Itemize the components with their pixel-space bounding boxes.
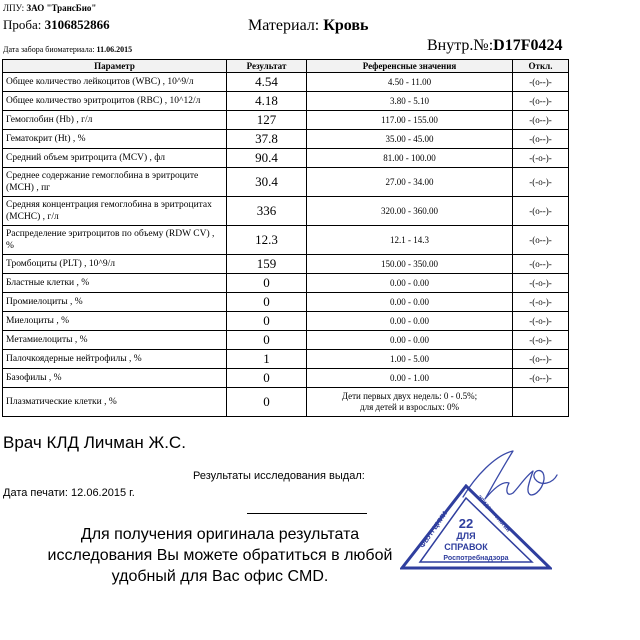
probe-value: 3106852866 xyxy=(44,17,110,32)
print-date-line xyxy=(3,487,135,499)
reference-cell: 117.00 - 155.00 xyxy=(307,111,513,130)
doctor-name: Врач КЛД Личман Ж.С. xyxy=(3,433,186,452)
info-line: Для получения оригинала результата xyxy=(80,526,360,543)
param-cell: Бластные клетки , % xyxy=(3,274,227,293)
result-cell: 0 xyxy=(227,293,307,312)
deviation-cell: -(o--)- xyxy=(513,255,569,274)
table-row xyxy=(3,130,569,149)
table-row xyxy=(3,388,569,417)
result-cell: 90.4 xyxy=(227,149,307,168)
result-cell: 0 xyxy=(227,369,307,388)
results-issued-label: Результаты исследования выдал: xyxy=(193,470,365,482)
deviation-cell: -(o--)- xyxy=(513,197,569,226)
deviation-cell: -(o--)- xyxy=(513,369,569,388)
stamp-number: 22 xyxy=(458,516,474,531)
param-cell: Промиелоциты , % xyxy=(3,293,227,312)
laboratory-stamp xyxy=(400,484,552,574)
result-cell: 12.3 xyxy=(227,226,307,255)
result-cell: 159 xyxy=(227,255,307,274)
param-cell: Плазматические клетки , % xyxy=(3,388,227,417)
stamp-word-2: СПРАВОК xyxy=(444,542,488,552)
signature-line xyxy=(247,513,367,514)
result-cell: 4.54 xyxy=(227,73,307,92)
info-text xyxy=(40,524,400,587)
result-cell: 336 xyxy=(227,197,307,226)
param-cell: Средний объем эритроцита (MCV) , фл xyxy=(3,149,227,168)
stamp-left-text: ФБУН ЦНИИ xyxy=(419,510,449,550)
table-row xyxy=(3,293,569,312)
table-row xyxy=(3,149,569,168)
param-cell: Общее количество лейкоцитов (WBC) , 10^9/л xyxy=(3,73,227,92)
deviation-cell: -(-o-)- xyxy=(513,312,569,331)
reference-cell xyxy=(307,388,513,417)
column-header-reference: Референсные значения xyxy=(307,60,513,73)
lpu-label: ЛПУ: xyxy=(3,3,25,13)
deviation-cell: -(-o-)- xyxy=(513,293,569,312)
param-cell: Тромбоциты (PLT) , 10^9/л xyxy=(3,255,227,274)
param-cell: Общее количество эритроцитов (RBC) , 10^12/л xyxy=(3,92,227,111)
table-row xyxy=(3,226,569,255)
param-cell: Гематокрит (Ht) , % xyxy=(3,130,227,149)
reference-cell: 81.00 - 100.00 xyxy=(307,149,513,168)
result-cell: 1 xyxy=(227,350,307,369)
param-cell: Средняя концентрация гемоглобина в эритроцитах (MCHC) , г/л xyxy=(3,197,227,226)
table-row xyxy=(3,168,569,197)
param-cell: Метамиелоциты , % xyxy=(3,331,227,350)
stamp-right-text: эпидемиологии xyxy=(476,494,511,534)
deviation-cell: -(-o-)- xyxy=(513,149,569,168)
results-table xyxy=(2,59,569,417)
internal-number-line xyxy=(427,37,562,55)
reference-cell: 4.50 - 11.00 xyxy=(307,73,513,92)
deviation-cell: -(-o-)- xyxy=(513,331,569,350)
table-row xyxy=(3,197,569,226)
param-cell: Базофилы , % xyxy=(3,369,227,388)
reference-line: Дети первых двух недель: 0 - 0.5%; xyxy=(341,391,478,401)
reference-cell: 35.00 - 45.00 xyxy=(307,130,513,149)
collect-date-label: Дата забора биоматериала: xyxy=(3,45,95,54)
column-header-deviation: Откл. xyxy=(513,60,569,73)
stamp-word-1: ДЛЯ xyxy=(456,531,476,541)
reference-cell: 0.00 - 1.00 xyxy=(307,369,513,388)
table-row xyxy=(3,350,569,369)
param-cell: Палочкоядерные нейтрофилы , % xyxy=(3,350,227,369)
probe-line xyxy=(3,17,110,33)
reference-cell: 0.00 - 0.00 xyxy=(307,274,513,293)
material-label: Материал: xyxy=(248,17,320,34)
reference-cell: 150.00 - 350.00 xyxy=(307,255,513,274)
deviation-cell: -(o--)- xyxy=(513,130,569,149)
deviation-cell: -(o--)- xyxy=(513,226,569,255)
internal-number-value: D17F0424 xyxy=(493,37,563,54)
probe-label: Проба: xyxy=(3,17,42,32)
reference-cell: 1.00 - 5.00 xyxy=(307,350,513,369)
deviation-cell: -(-o-)- xyxy=(513,274,569,293)
reference-cell: 320.00 - 360.00 xyxy=(307,197,513,226)
table-row xyxy=(3,274,569,293)
table-header-row xyxy=(3,60,569,73)
column-header-result: Результат xyxy=(227,60,307,73)
deviation-cell: -(-o-)- xyxy=(513,168,569,197)
result-cell: 30.4 xyxy=(227,168,307,197)
table-row xyxy=(3,369,569,388)
result-cell: 0 xyxy=(227,331,307,350)
info-line: удобный для Вас офис CMD. xyxy=(111,568,329,585)
table-row xyxy=(3,111,569,130)
collect-date-line xyxy=(3,45,132,54)
table-row xyxy=(3,73,569,92)
deviation-cell: -(o--)- xyxy=(513,92,569,111)
material-value: Кровь xyxy=(323,17,369,34)
reference-cell: 12.1 - 14.3 xyxy=(307,226,513,255)
material-line xyxy=(248,17,368,35)
internal-number-label: Внутр.№: xyxy=(427,37,494,54)
result-cell: 4.18 xyxy=(227,92,307,111)
param-cell: Миелоциты , % xyxy=(3,312,227,331)
param-cell: Гемоглобин (Hb) , г/л xyxy=(3,111,227,130)
deviation-cell: -(o--)- xyxy=(513,111,569,130)
lpu-value: ЗАО "ТрансБио" xyxy=(26,3,97,13)
table-row xyxy=(3,312,569,331)
print-date-label: Дата печати: xyxy=(3,487,68,499)
result-cell: 127 xyxy=(227,111,307,130)
result-cell: 0 xyxy=(227,274,307,293)
result-cell: 0 xyxy=(227,388,307,417)
param-cell: Распределение эритроцитов по объему (RDW CV) , % xyxy=(3,226,227,255)
print-date-value: 12.06.2015 г. xyxy=(71,487,135,499)
lpu-line xyxy=(3,3,96,13)
reference-cell: 0.00 - 0.00 xyxy=(307,331,513,350)
reference-cell: 0.00 - 0.00 xyxy=(307,312,513,331)
stamp-bottom-text: Роспотребнадзора xyxy=(443,555,509,562)
table-row xyxy=(3,92,569,111)
reference-line: для детей и взрослых: 0% xyxy=(360,402,459,412)
column-header-param: Параметр xyxy=(3,60,227,73)
reference-cell: 3.80 - 5.10 xyxy=(307,92,513,111)
collect-date-value: 11.06.2015 xyxy=(96,45,133,54)
info-line: исследования Вы можете обратиться в любой xyxy=(47,547,393,564)
result-cell: 37.8 xyxy=(227,130,307,149)
param-cell: Среднее содержание гемоглобина в эритроците (MCH) , пг xyxy=(3,168,227,197)
deviation-cell xyxy=(513,388,569,417)
deviation-cell: -(o--)- xyxy=(513,350,569,369)
table-row xyxy=(3,331,569,350)
result-cell: 0 xyxy=(227,312,307,331)
reference-cell: 0.00 - 0.00 xyxy=(307,293,513,312)
table-row xyxy=(3,255,569,274)
deviation-cell: -(o--)- xyxy=(513,73,569,92)
reference-cell: 27.00 - 34.00 xyxy=(307,168,513,197)
